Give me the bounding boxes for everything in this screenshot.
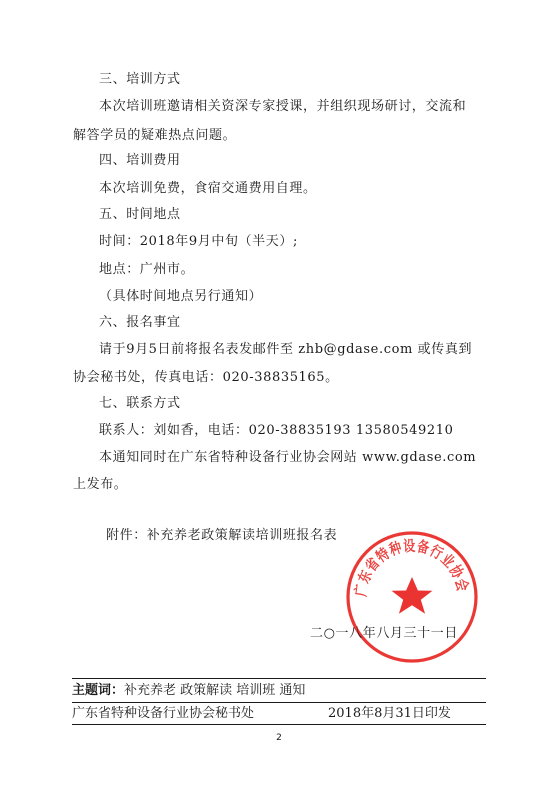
footer-middle-rule: [72, 702, 486, 703]
issuer-text: 广东省特种设备行业协会秘书处: [72, 706, 255, 721]
issuer-line: [72, 705, 254, 723]
seal-star-icon: [392, 577, 433, 614]
section-4-heading: 四、培训费用: [99, 153, 181, 168]
page-number: 2: [276, 733, 282, 743]
seal-text: 广东省特种设备行业协会: [351, 536, 473, 598]
signature-date: 二○一八年八月三十一日: [310, 626, 458, 641]
section-6-text-line-1: 请于9月5日前将报名表发邮件至 zhb@gdase.com 或传真到: [99, 342, 473, 357]
notice-line-2: 上发布。: [73, 477, 128, 492]
section-4-text: 本次培训免费，食宿交通费用自理。: [99, 181, 317, 196]
notice-line-1: 本通知同时在广东省特种设备行业协会网站 www.gdase.com: [99, 450, 477, 465]
official-seal: [342, 527, 482, 667]
section-3-heading: 三、培训方式: [99, 72, 181, 87]
section-7-contact: 联系人：刘如香，电话：020-38835193 13580549210: [99, 423, 454, 438]
keywords-label: 主题词：: [72, 683, 125, 698]
section-6-heading: 六、报名事宜: [99, 315, 181, 330]
section-3-text-line-2: 解答学员的疑难热点问题。: [73, 128, 237, 143]
attachment-line: 附件：补充养老政策解读培训班报名表: [106, 528, 338, 543]
keywords-text: 补充养老 政策解读 培训班 通知: [124, 683, 306, 698]
section-5-time: 时间：2018年9月中旬（半天）;: [99, 234, 298, 249]
keywords-line: [72, 682, 305, 700]
section-3-text-line-1: 本次培训班邀请相关资深专家授课，并组织现场研讨，交流和: [99, 99, 467, 114]
footer-top-rule: [72, 678, 486, 679]
footer-bottom-rule: [72, 724, 486, 725]
section-7-heading: 七、联系方式: [99, 396, 181, 411]
print-date: 2018年8月31日印发: [328, 706, 451, 721]
section-5-heading: 五、时间地点: [99, 207, 181, 222]
section-6-text-line-2: 协会秘书处，传真电话：020-38835165。: [73, 370, 339, 385]
section-5-note: （具体时间地点另行通知）: [99, 289, 263, 304]
section-5-place: 地点：广州市。: [99, 262, 195, 277]
